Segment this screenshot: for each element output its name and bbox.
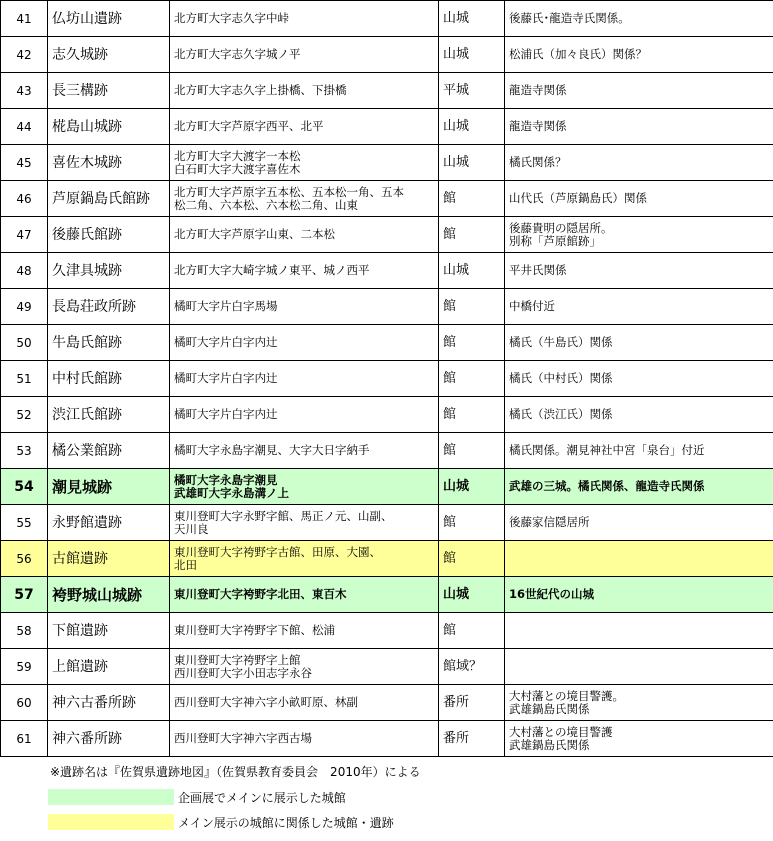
site-note-line: 16世紀代の山城 <box>509 587 595 601</box>
table-row <box>1 289 773 325</box>
site-type: 館 <box>439 181 505 217</box>
site-address-line: 北田 <box>174 557 197 572</box>
table-row <box>1 145 773 181</box>
site-number: 54 <box>1 469 48 505</box>
site-name: 永野館遺跡 <box>48 505 170 541</box>
site-note-line: 橘氏（渋江氏）関係 <box>509 407 613 421</box>
site-note-line: 橘氏（中村氏）関係 <box>509 371 613 385</box>
site-address-line: 橘町大字片白字馬場 <box>174 299 278 313</box>
site-number: 55 <box>1 505 48 541</box>
site-address <box>170 721 439 757</box>
site-name: 仏坊山遺跡 <box>48 1 170 37</box>
site-name: 神六古番所跡 <box>48 685 170 721</box>
site-type: 館 <box>439 397 505 433</box>
table-row <box>1 433 773 469</box>
site-note-line: 後藤貴明の隠居所。 <box>509 220 613 235</box>
site-type: 館 <box>439 361 505 397</box>
site-type: 番所 <box>439 721 505 757</box>
site-name: 牛島氏館跡 <box>48 325 170 361</box>
site-address-line: 北方町大字大崎字城ノ東平、城ノ西平 <box>174 263 370 277</box>
site-type: 館域？ <box>439 649 505 685</box>
site-address-line: 北方町大字芦原字西平、北平 <box>174 119 324 133</box>
source-footnote: ※遺跡名は『佐賀県遺跡地図』（佐賀県教育委員会 2010年）による <box>50 765 421 779</box>
site-name: 志久城跡 <box>48 37 170 73</box>
site-name: 神六番所跡 <box>48 721 170 757</box>
site-address <box>170 1 439 37</box>
site-address <box>170 289 439 325</box>
site-note <box>505 469 773 505</box>
site-address-line: 天川良 <box>174 521 209 536</box>
site-note-line: 龍造寺関係 <box>509 83 567 97</box>
site-address <box>170 397 439 433</box>
site-address <box>170 253 439 289</box>
site-note <box>505 721 773 757</box>
site-address-line: 東川登町大字永野字館、馬正ノ元、山副、 <box>174 508 393 523</box>
site-note <box>505 685 773 721</box>
site-note <box>505 109 773 145</box>
table-row <box>1 685 773 721</box>
site-number: 44 <box>1 109 48 145</box>
site-name: 椛島山城跡 <box>48 109 170 145</box>
site-number: 59 <box>1 649 48 685</box>
site-type: 館 <box>439 541 505 577</box>
site-number: 60 <box>1 685 48 721</box>
site-name: 喜佐木城跡 <box>48 145 170 181</box>
site-address-line: 橘町大字片白字内辻 <box>174 407 278 421</box>
site-number: 42 <box>1 37 48 73</box>
site-note <box>505 37 773 73</box>
site-note-line: 橘氏関係？ <box>509 155 567 169</box>
site-name: 上館遺跡 <box>48 649 170 685</box>
site-number: 57 <box>1 577 48 613</box>
site-address <box>170 649 439 685</box>
site-type: 番所 <box>439 685 505 721</box>
site-address-line: 北方町大字大渡字一本松 <box>174 148 301 163</box>
site-type: 館 <box>439 289 505 325</box>
site-address <box>170 613 439 649</box>
site-note <box>505 217 773 253</box>
site-address <box>170 469 439 505</box>
table-row <box>1 721 773 757</box>
site-number: 51 <box>1 361 48 397</box>
site-address-line: 橘町大字永島字潮見、大字大日字納手 <box>174 443 370 457</box>
site-note-line: 大村藩との境目警護 <box>509 724 613 739</box>
site-address-line: 橘町大字片白字内辻 <box>174 371 278 385</box>
table-row <box>1 217 773 253</box>
site-address-line: 西川登町大字神六字西古場 <box>174 731 312 745</box>
table-row <box>1 37 773 73</box>
site-note-line: 別称「芦原館跡」 <box>509 233 601 248</box>
site-address <box>170 217 439 253</box>
site-address <box>170 685 439 721</box>
site-address-line: 橘町大字片白字内辻 <box>174 335 278 349</box>
legend-swatch-green <box>48 789 174 805</box>
site-address-line: 北方町大字芦原字山東、二本松 <box>174 227 335 241</box>
site-note <box>505 181 773 217</box>
site-number: 41 <box>1 1 48 37</box>
site-type: 山城 <box>439 469 505 505</box>
site-address <box>170 541 439 577</box>
site-name: 長島荘政所跡 <box>48 289 170 325</box>
site-address-line: 北方町大字志久字城ノ平 <box>174 47 301 61</box>
site-type: 館 <box>439 217 505 253</box>
site-address-line: 松二角、六本松、六本松二角、山東 <box>174 197 358 212</box>
site-type: 館 <box>439 325 505 361</box>
site-address <box>170 505 439 541</box>
table-row <box>1 577 773 613</box>
site-note-line: 大村藩との境目警護。 <box>509 688 624 703</box>
site-address-line: 西川登町大字小田志字永谷 <box>174 665 312 680</box>
site-type: 山城 <box>439 1 505 37</box>
site-address <box>170 325 439 361</box>
table-row <box>1 325 773 361</box>
site-note <box>505 397 773 433</box>
site-address <box>170 361 439 397</box>
site-name: 中村氏館跡 <box>48 361 170 397</box>
site-note <box>505 361 773 397</box>
site-note <box>505 325 773 361</box>
site-name: 下館遺跡 <box>48 613 170 649</box>
site-address-line: 北方町大字志久字中峠 <box>174 11 289 25</box>
site-number: 61 <box>1 721 48 757</box>
site-address <box>170 145 439 181</box>
site-note <box>505 577 773 613</box>
site-name: 芦原鍋島氏館跡 <box>48 181 170 217</box>
site-type: 山城 <box>439 253 505 289</box>
site-type: 館 <box>439 613 505 649</box>
table-row <box>1 1 773 37</box>
site-note <box>505 505 773 541</box>
site-note-line: 後藤氏･龍造寺氏関係。 <box>509 11 630 25</box>
legend-label: 企画展でメインに展示した城館 <box>178 790 346 805</box>
site-note-line: 武雄の三城。橘氏関係、龍造寺氏関係 <box>509 479 705 493</box>
site-table-body <box>1 1 773 757</box>
site-address <box>170 109 439 145</box>
site-number: 48 <box>1 253 48 289</box>
site-address-line: 橘町大字永島字潮見 <box>174 472 278 487</box>
table-row <box>1 397 773 433</box>
site-address <box>170 37 439 73</box>
site-number: 53 <box>1 433 48 469</box>
table-row <box>1 469 773 505</box>
table-row <box>1 505 773 541</box>
legend-item-related <box>48 813 394 831</box>
table-row <box>1 181 773 217</box>
site-type: 館 <box>439 433 505 469</box>
site-note-line: 武雄鍋島氏関係 <box>509 737 590 752</box>
site-address-line: 東川登町大字袴野字上館 <box>174 652 301 667</box>
site-address-line: 白石町大字大渡字喜佐木 <box>174 161 301 176</box>
site-note <box>505 433 773 469</box>
table-row <box>1 613 773 649</box>
site-address-line: 東川登町大字袴野字北田、東百木 <box>174 587 347 601</box>
site-name: 久津具城跡 <box>48 253 170 289</box>
site-number: 56 <box>1 541 48 577</box>
table-row <box>1 73 773 109</box>
legend-swatch-yellow <box>48 814 174 830</box>
site-note-line: 橘氏（牛島氏）関係 <box>509 335 613 349</box>
site-note-line: 平井氏関係 <box>509 263 567 277</box>
site-address <box>170 73 439 109</box>
site-name: 古館遺跡 <box>48 541 170 577</box>
site-note <box>505 541 773 577</box>
site-note-line: 松浦氏（加々良氏）関係？ <box>509 47 647 61</box>
site-name: 袴野城山城跡 <box>48 577 170 613</box>
site-number: 47 <box>1 217 48 253</box>
site-note <box>505 613 773 649</box>
legend-item-main <box>48 788 346 806</box>
site-type: 山城 <box>439 109 505 145</box>
site-note-line: 龍造寺関係 <box>509 119 567 133</box>
site-type: 山城 <box>439 145 505 181</box>
site-note <box>505 649 773 685</box>
site-note-line: 武雄鍋島氏関係 <box>509 701 590 716</box>
site-type: 館 <box>439 505 505 541</box>
site-note-line: 後藤家信隠居所 <box>509 515 590 529</box>
site-note-line: 中橋付近 <box>509 299 555 313</box>
table-row <box>1 109 773 145</box>
site-type: 平城 <box>439 73 505 109</box>
site-type: 山城 <box>439 37 505 73</box>
site-address-line: 北方町大字芦原字五本松、五本松一角、五本 <box>174 184 404 199</box>
site-address <box>170 433 439 469</box>
site-name: 潮見城跡 <box>48 469 170 505</box>
site-address-line: 東川登町大字袴野字古館、田原、大園、 <box>174 544 381 559</box>
site-note-line: 山代氏（芦原鍋島氏）関係 <box>509 191 647 205</box>
site-number: 49 <box>1 289 48 325</box>
site-address <box>170 577 439 613</box>
site-address-line: 東川登町大字袴野字下館、松浦 <box>174 623 335 637</box>
site-number: 58 <box>1 613 48 649</box>
site-note-line: 橘氏関係。潮見神社中宮「泉台」付近 <box>509 443 705 457</box>
legend-label: メイン展示の城館に関係した城館・遺跡 <box>178 815 394 830</box>
site-number: 43 <box>1 73 48 109</box>
site-number: 50 <box>1 325 48 361</box>
site-name: 渋江氏館跡 <box>48 397 170 433</box>
site-note <box>505 73 773 109</box>
site-name: 長三構跡 <box>48 73 170 109</box>
site-note <box>505 289 773 325</box>
site-note <box>505 145 773 181</box>
table-row <box>1 649 773 685</box>
site-address-line: 西川登町大字神六字小畝町原、林副 <box>174 695 358 709</box>
site-type: 山城 <box>439 577 505 613</box>
site-number: 52 <box>1 397 48 433</box>
site-number: 46 <box>1 181 48 217</box>
site-name: 後藤氏館跡 <box>48 217 170 253</box>
site-number: 45 <box>1 145 48 181</box>
site-note <box>505 253 773 289</box>
site-address-line: 武雄町大字永島溝ノ上 <box>174 485 289 500</box>
table-row <box>1 361 773 397</box>
site-name: 橘公業館跡 <box>48 433 170 469</box>
table-row <box>1 541 773 577</box>
site-address-line: 北方町大字志久字上掛橋、下掛橋 <box>174 83 347 97</box>
site-note <box>505 1 773 37</box>
site-address <box>170 181 439 217</box>
table-row <box>1 253 773 289</box>
